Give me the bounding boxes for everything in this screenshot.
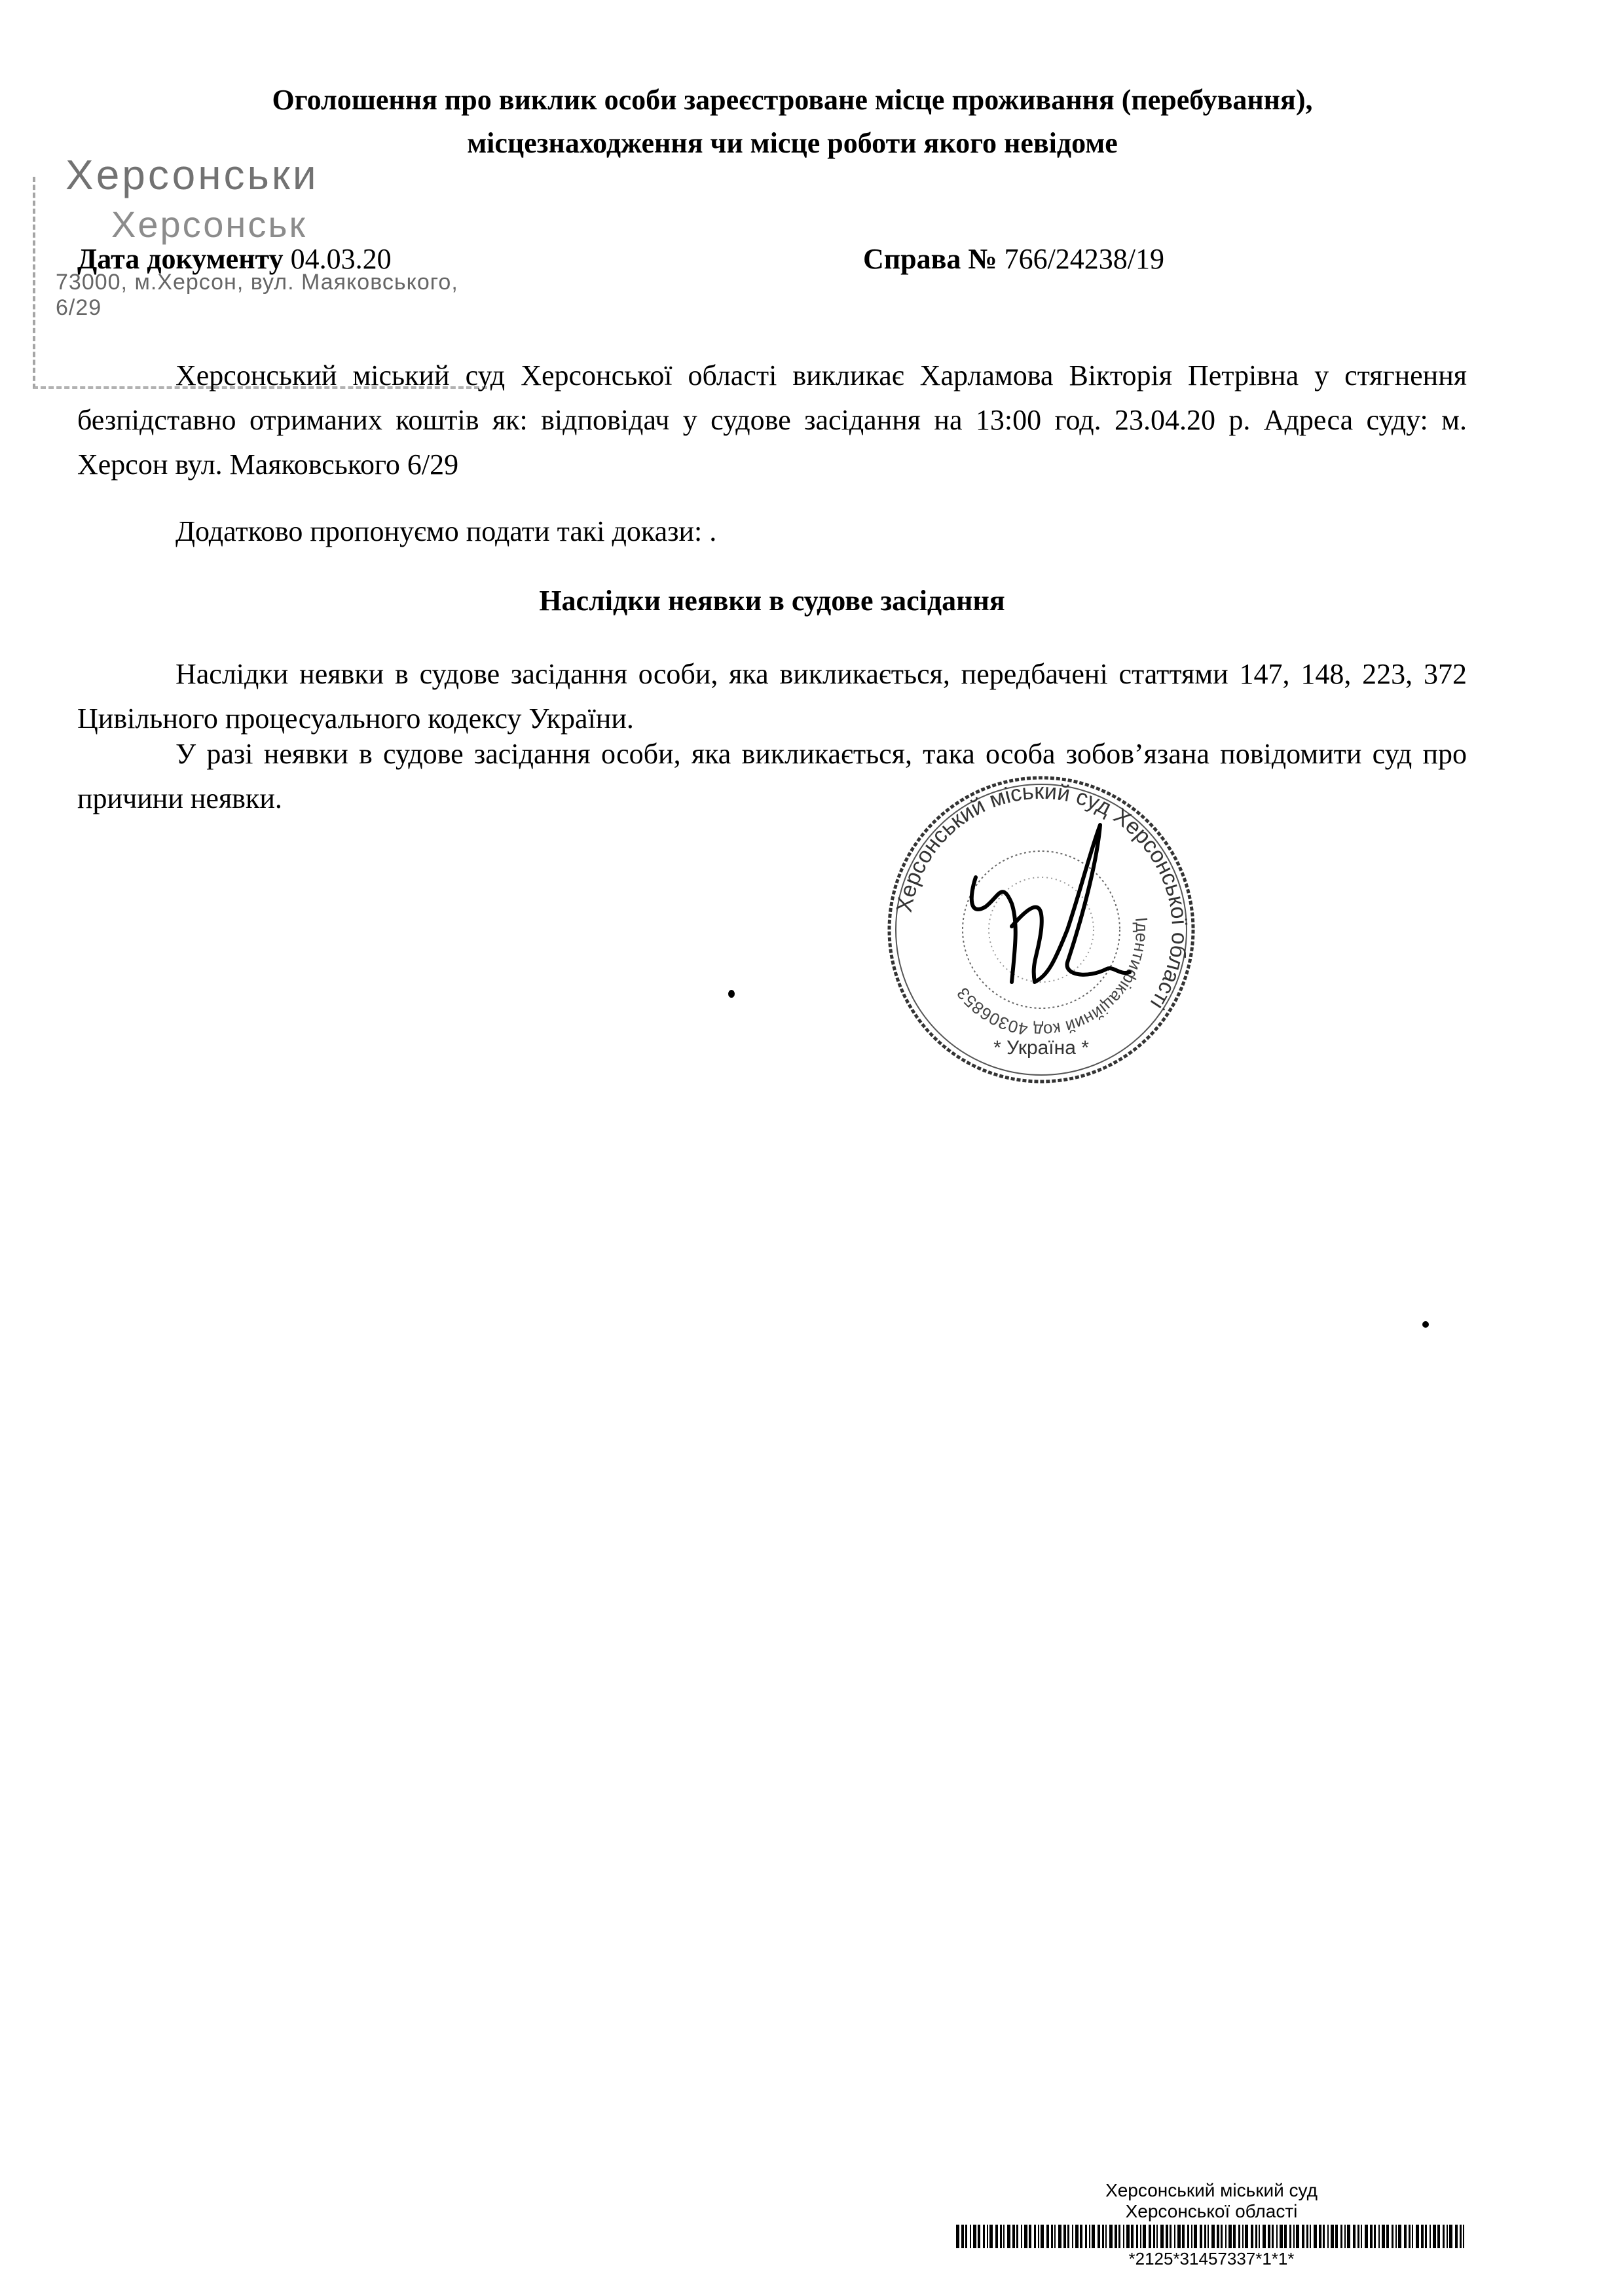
barcode-bar bbox=[1409, 2225, 1411, 2248]
barcode-bar bbox=[1063, 2225, 1066, 2248]
scan-speck bbox=[1422, 1321, 1429, 1328]
barcode-bar bbox=[1182, 2225, 1185, 2248]
barcode-bars bbox=[956, 2225, 1467, 2248]
barcode-bar bbox=[1242, 2225, 1244, 2248]
barcode-bar bbox=[1398, 2225, 1401, 2248]
barcode-bar bbox=[1115, 2225, 1117, 2248]
evidence-paragraph: Додатково пропонуємо подати такі докази: . bbox=[175, 515, 717, 547]
barcode-bar bbox=[1430, 2225, 1431, 2248]
barcode-bar bbox=[1089, 2225, 1090, 2248]
case-label: Справа № bbox=[863, 243, 997, 275]
barcode-bar bbox=[1225, 2225, 1227, 2248]
barcode-bar bbox=[1221, 2225, 1223, 2248]
barcode-bar bbox=[1455, 2225, 1458, 2248]
barcode-bar bbox=[1058, 2225, 1061, 2248]
barcode-bar bbox=[1012, 2225, 1015, 2248]
barcode-bar bbox=[1051, 2225, 1053, 2248]
barcode-bar bbox=[1280, 2225, 1283, 2248]
barcode-bar bbox=[1016, 2225, 1018, 2248]
barcode-bar bbox=[1149, 2225, 1151, 2248]
barcode-bar bbox=[1443, 2225, 1445, 2248]
barcode-bar bbox=[1109, 2225, 1113, 2248]
barcode-bar bbox=[1075, 2225, 1079, 2248]
barcode-code: *2125*31457337*1*1* bbox=[1128, 2249, 1295, 2269]
stamp-line-1: Херсонськи bbox=[65, 151, 319, 198]
barcode-bar bbox=[1421, 2225, 1424, 2248]
barcode-bar bbox=[970, 2225, 971, 2248]
barcode-bar bbox=[1460, 2225, 1462, 2248]
barcode-bar bbox=[995, 2225, 998, 2248]
barcode-block bbox=[943, 2180, 1480, 2269]
barcode-bar bbox=[1245, 2225, 1248, 2248]
barcode-bar bbox=[1123, 2225, 1124, 2248]
barcode-bar bbox=[1228, 2225, 1232, 2248]
barcode-bar bbox=[1191, 2225, 1192, 2248]
barcode-bar bbox=[1143, 2225, 1146, 2248]
barcode-bar bbox=[1156, 2225, 1158, 2248]
barcode-bar bbox=[1259, 2225, 1260, 2248]
notify-paragraph: У разі неявки в судове засідання особи, яка викликається, така особа зобов’язана повідомити суд про причини неявки. bbox=[77, 738, 1467, 814]
barcode-bar bbox=[956, 2225, 959, 2248]
barcode-bar bbox=[1335, 2225, 1338, 2248]
barcode-bar bbox=[1319, 2225, 1321, 2248]
barcode-bar bbox=[1370, 2225, 1373, 2248]
title-line-1: Оголошення про виклик особи зареєстроване місце проживання (перебування), bbox=[272, 84, 1313, 116]
case-number bbox=[863, 240, 1164, 279]
barcode-bar bbox=[1233, 2225, 1236, 2248]
barcode-bar bbox=[1007, 2225, 1010, 2248]
barcode-bar bbox=[1204, 2225, 1206, 2248]
barcode-bar bbox=[1160, 2225, 1164, 2248]
barcode-bar bbox=[965, 2225, 967, 2248]
barcode-bar bbox=[1386, 2225, 1389, 2248]
barcode-bar bbox=[1263, 2225, 1266, 2248]
barcode-bar bbox=[1425, 2225, 1427, 2248]
barcode-bar bbox=[1038, 2225, 1039, 2248]
barcode-bar bbox=[1357, 2225, 1359, 2248]
consequences-paragraph: Наслідки неявки в судове засідання особи, яка викликається, передбачені статтями 147, 148, 223, 372 Цивільного процесуального кодексу України. bbox=[77, 658, 1467, 735]
barcode-bar bbox=[1284, 2225, 1287, 2248]
barcode-bar bbox=[1463, 2225, 1464, 2248]
barcode-bar bbox=[1034, 2225, 1036, 2248]
barcode-bar bbox=[1194, 2225, 1197, 2248]
barcode-bar bbox=[1347, 2225, 1350, 2248]
barcode-bar bbox=[1211, 2225, 1215, 2248]
date-label: Дата документу bbox=[77, 243, 284, 275]
barcode-bar bbox=[1412, 2225, 1413, 2248]
barcode-bar bbox=[1067, 2225, 1069, 2248]
court-seal bbox=[871, 766, 1211, 1087]
barcode-bar bbox=[973, 2225, 976, 2248]
seal-inner-text: Ідентифікаційний код 40306853 bbox=[952, 916, 1153, 1041]
barcode-bar bbox=[1092, 2225, 1095, 2248]
barcode-bar bbox=[1003, 2225, 1005, 2248]
barcode-bar bbox=[1374, 2225, 1376, 2248]
title-line-2: місцезнаходження чи місце роботи якого невідоме bbox=[467, 127, 1118, 159]
barcode-bar bbox=[1255, 2225, 1257, 2248]
barcode-bar bbox=[1416, 2225, 1419, 2248]
barcode-bar bbox=[1365, 2225, 1368, 2248]
barcode-bar bbox=[1166, 2225, 1168, 2248]
barcode-bar bbox=[1029, 2225, 1031, 2248]
barcode-bar bbox=[1041, 2225, 1044, 2248]
barcode-bar bbox=[1404, 2225, 1407, 2248]
barcode-bar bbox=[1449, 2225, 1452, 2248]
barcode-bar bbox=[1187, 2225, 1189, 2248]
barcode-bar bbox=[1054, 2225, 1056, 2248]
barcode-bar bbox=[1323, 2225, 1325, 2248]
barcode-bar bbox=[1118, 2225, 1120, 2248]
barcode-bar bbox=[1021, 2225, 1022, 2248]
case-value: 766/24238/19 bbox=[1004, 243, 1165, 275]
barcode-bar bbox=[1276, 2225, 1278, 2248]
scan-speck bbox=[728, 990, 735, 998]
barcode-bar bbox=[1378, 2225, 1380, 2248]
barcode-bar bbox=[1447, 2225, 1448, 2248]
barcode-bar bbox=[1200, 2225, 1202, 2248]
barcode-bar bbox=[1433, 2225, 1436, 2248]
signature bbox=[972, 825, 1130, 982]
stamp-line-2: Херсонськ bbox=[111, 204, 308, 245]
barcode-bar bbox=[1272, 2225, 1274, 2248]
barcode-bar bbox=[1437, 2225, 1440, 2248]
barcode-bar bbox=[1268, 2225, 1270, 2248]
barcode-bar bbox=[1085, 2225, 1087, 2248]
barcode-bar bbox=[1126, 2225, 1130, 2248]
seal-bottom-text: * Україна * bbox=[993, 1037, 1089, 1059]
barcode-bar bbox=[1395, 2225, 1397, 2248]
barcode-bar bbox=[1353, 2225, 1356, 2248]
stamp-line-3: 73000, м.Херсон, вул. Маяковського, 6/29 bbox=[56, 270, 458, 320]
document-date bbox=[77, 240, 392, 279]
barcode-bar bbox=[1331, 2225, 1334, 2248]
barcode-bar bbox=[1080, 2225, 1082, 2248]
barcode-bar bbox=[1136, 2225, 1138, 2248]
barcode-bar bbox=[1293, 2225, 1295, 2248]
barcode-bar bbox=[989, 2225, 993, 2248]
barcode-bar bbox=[961, 2225, 964, 2248]
barcode-bar bbox=[1098, 2225, 1100, 2248]
barcode-bar bbox=[1361, 2225, 1362, 2248]
barcode-bar bbox=[1177, 2225, 1181, 2248]
barcode-bar bbox=[1102, 2225, 1104, 2248]
barcode-bar bbox=[1327, 2225, 1329, 2248]
barcode-bar bbox=[1382, 2225, 1385, 2248]
barcode-bar bbox=[1344, 2225, 1346, 2248]
barcode-bar bbox=[1046, 2225, 1049, 2248]
barcode-bar bbox=[978, 2225, 980, 2248]
barcode-bar bbox=[1217, 2225, 1219, 2248]
barcode-bar bbox=[1340, 2225, 1342, 2248]
barcode-court-line-1: Херсонський міський суд bbox=[1105, 2180, 1318, 2200]
barcode-bar bbox=[1238, 2225, 1240, 2248]
barcode-bar bbox=[1289, 2225, 1291, 2248]
barcode-bar bbox=[1302, 2225, 1304, 2248]
barcode-bar bbox=[1392, 2225, 1393, 2248]
barcode-bar bbox=[1314, 2225, 1317, 2248]
barcode-bar bbox=[1072, 2225, 1073, 2248]
barcode-bar bbox=[1251, 2225, 1253, 2248]
barcode-bar bbox=[1310, 2225, 1311, 2248]
barcode-court-line-2: Херсонської області bbox=[1125, 2201, 1298, 2221]
barcode-bar bbox=[1174, 2225, 1175, 2248]
barcode-bar bbox=[1208, 2225, 1209, 2248]
barcode-bar bbox=[1131, 2225, 1134, 2248]
barcode-bar bbox=[1024, 2225, 1027, 2248]
barcode-bar bbox=[1296, 2225, 1299, 2248]
seal-outer-text: Херсонський міський суд Херсонської області bbox=[891, 778, 1192, 1014]
barcode-bar bbox=[987, 2225, 988, 2248]
barcode-bar bbox=[1153, 2225, 1155, 2248]
barcode-bar bbox=[1306, 2225, 1308, 2248]
barcode-bar bbox=[1000, 2225, 1002, 2248]
barcode-bar bbox=[1105, 2225, 1107, 2248]
barcode-bar bbox=[1140, 2225, 1141, 2248]
summons-paragraph: Херсонський міський суд Херсонської області викликає Харламова Вікторія Петрівна у стягнення безпідставно отриманих коштів як: відповідач у судове засідання на 13:00 год. 23.04.20 р. Адреса суду: м. Херсон вул. Маяковського 6/29 bbox=[77, 359, 1467, 481]
date-value: 04.03.20 bbox=[290, 243, 392, 275]
barcode-bar bbox=[983, 2225, 985, 2248]
consequences-heading: Наслідки неявки в судове засідання bbox=[539, 585, 1005, 617]
barcode-bar bbox=[1170, 2225, 1172, 2248]
